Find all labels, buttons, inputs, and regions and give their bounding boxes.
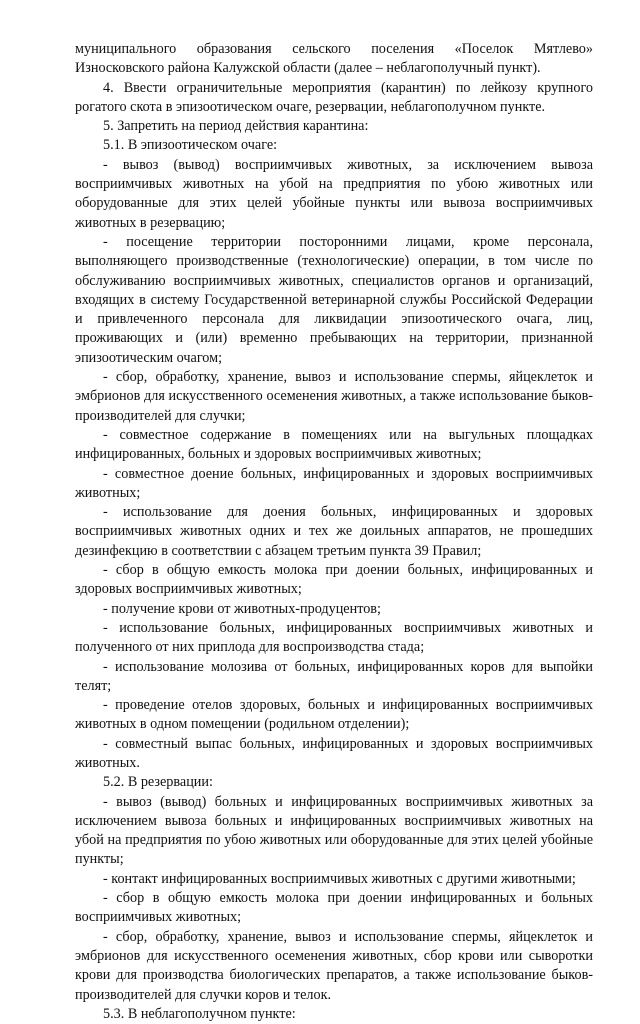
document-page xyxy=(75,40,593,1024)
paragraph-continuation: муниципального образования сельского поселения «Поселок Мятлево» Износковского района Калужской области (далее – неблагополучный пункт). xyxy=(75,41,593,77)
list-item: - совместный выпас больных, инфицированных и здоровых восприимчивых животных. xyxy=(75,735,593,771)
paragraph-item-4: 4. Ввести ограничительные мероприятия (карантин) по лейкозу крупного рогатого скота в эпизоотическом очаге, резервации, неблагополучном пункте. xyxy=(75,79,593,115)
list-item: - использование больных, инфицированных восприимчивых животных и полученного от них приплода для воспроизводства стада; xyxy=(75,619,593,656)
subheading-5-1: 5.1. В эпизоотическом очаге: xyxy=(103,137,278,154)
list-item: - вывоз (вывод) восприимчивых животных, за исключением вывоза восприимчивых животных на убой на предприятия по убою животных или оборудованные для этих целей убойные пункты или вывоза восприимчивых животных в резервацию; xyxy=(75,156,593,231)
list-item: - совместное содержание в помещениях или на выгульных площадках инфицированных, больных и здоровых восприимчивых животных; xyxy=(75,426,593,463)
list-item: - контакт инфицированных восприимчивых животных с другими животными; xyxy=(103,870,576,887)
list-item: - использование молозива от больных, инфицированных коров для выпойки телят; xyxy=(75,658,593,694)
subheading-5-2: 5.2. В резервации: xyxy=(103,774,213,791)
list-item: - сбор, обработку, хранение, вывоз и использование спермы, яйцеклеток и эмбрионов для искусственного осеменения животных, а также использование быков-производителей для случки; xyxy=(75,369,593,424)
paragraph-item-5: 5. Запретить на период действия карантина: xyxy=(103,118,369,135)
list-item: - сбор, обработку, хранение, вывоз и использование спермы, яйцеклеток и эмбрионов для искусственного осеменения животных, сбор крови или сыворотки крови для производства биологических препаратов, а также использование быков-производителей для случки коров и телок. xyxy=(75,928,593,1003)
list-item: - сбор в общую емкость молока при доении инфицированных и больных восприимчивых животных; xyxy=(75,890,593,926)
list-item: - вывоз (вывод) больных и инфицированных восприимчивых животных за исключением вывоза больных и инфицированных восприимчивых животных на убой на предприятия по убою животных или оборудованные для этих целей убойные пункты; xyxy=(75,793,593,868)
list-item: - проведение отелов здоровых, больных и инфицированных восприимчивых животных в одном помещении (родильном отделении); xyxy=(75,697,593,733)
list-item: - посещение территории посторонними лицами, кроме персонала, выполняющего производственные (технологические) операции, в том числе по обслуживанию восприимчивых животных, специалистов органов и организаций, входящих в систему Государственной ветеринарной службы Российской Федерации и привлеченного персонала для ликвидации эпизоотического очага, лиц, проживающих и (или) временно пребывающих на территории, признанной эпизоотическим очагом; xyxy=(75,233,593,366)
list-item: - сбор в общую емкость молока при доении больных, инфицированных и здоровых восприимчивых животных; xyxy=(75,562,593,598)
list-item: - использование для доения больных, инфицированных и здоровых восприимчивых животных одних и тех же доильных аппаратов, не прошедших дезинфекцию в соответствии с абзацем третьим пункта 39 Правил; xyxy=(75,504,593,559)
list-item: - получение крови от животных-продуцентов; xyxy=(103,600,381,617)
list-item: - совместное доение больных, инфицированных и здоровых восприимчивых животных; xyxy=(75,465,593,501)
subheading-5-3: 5.3. В неблагополучном пункте: xyxy=(103,1005,296,1022)
